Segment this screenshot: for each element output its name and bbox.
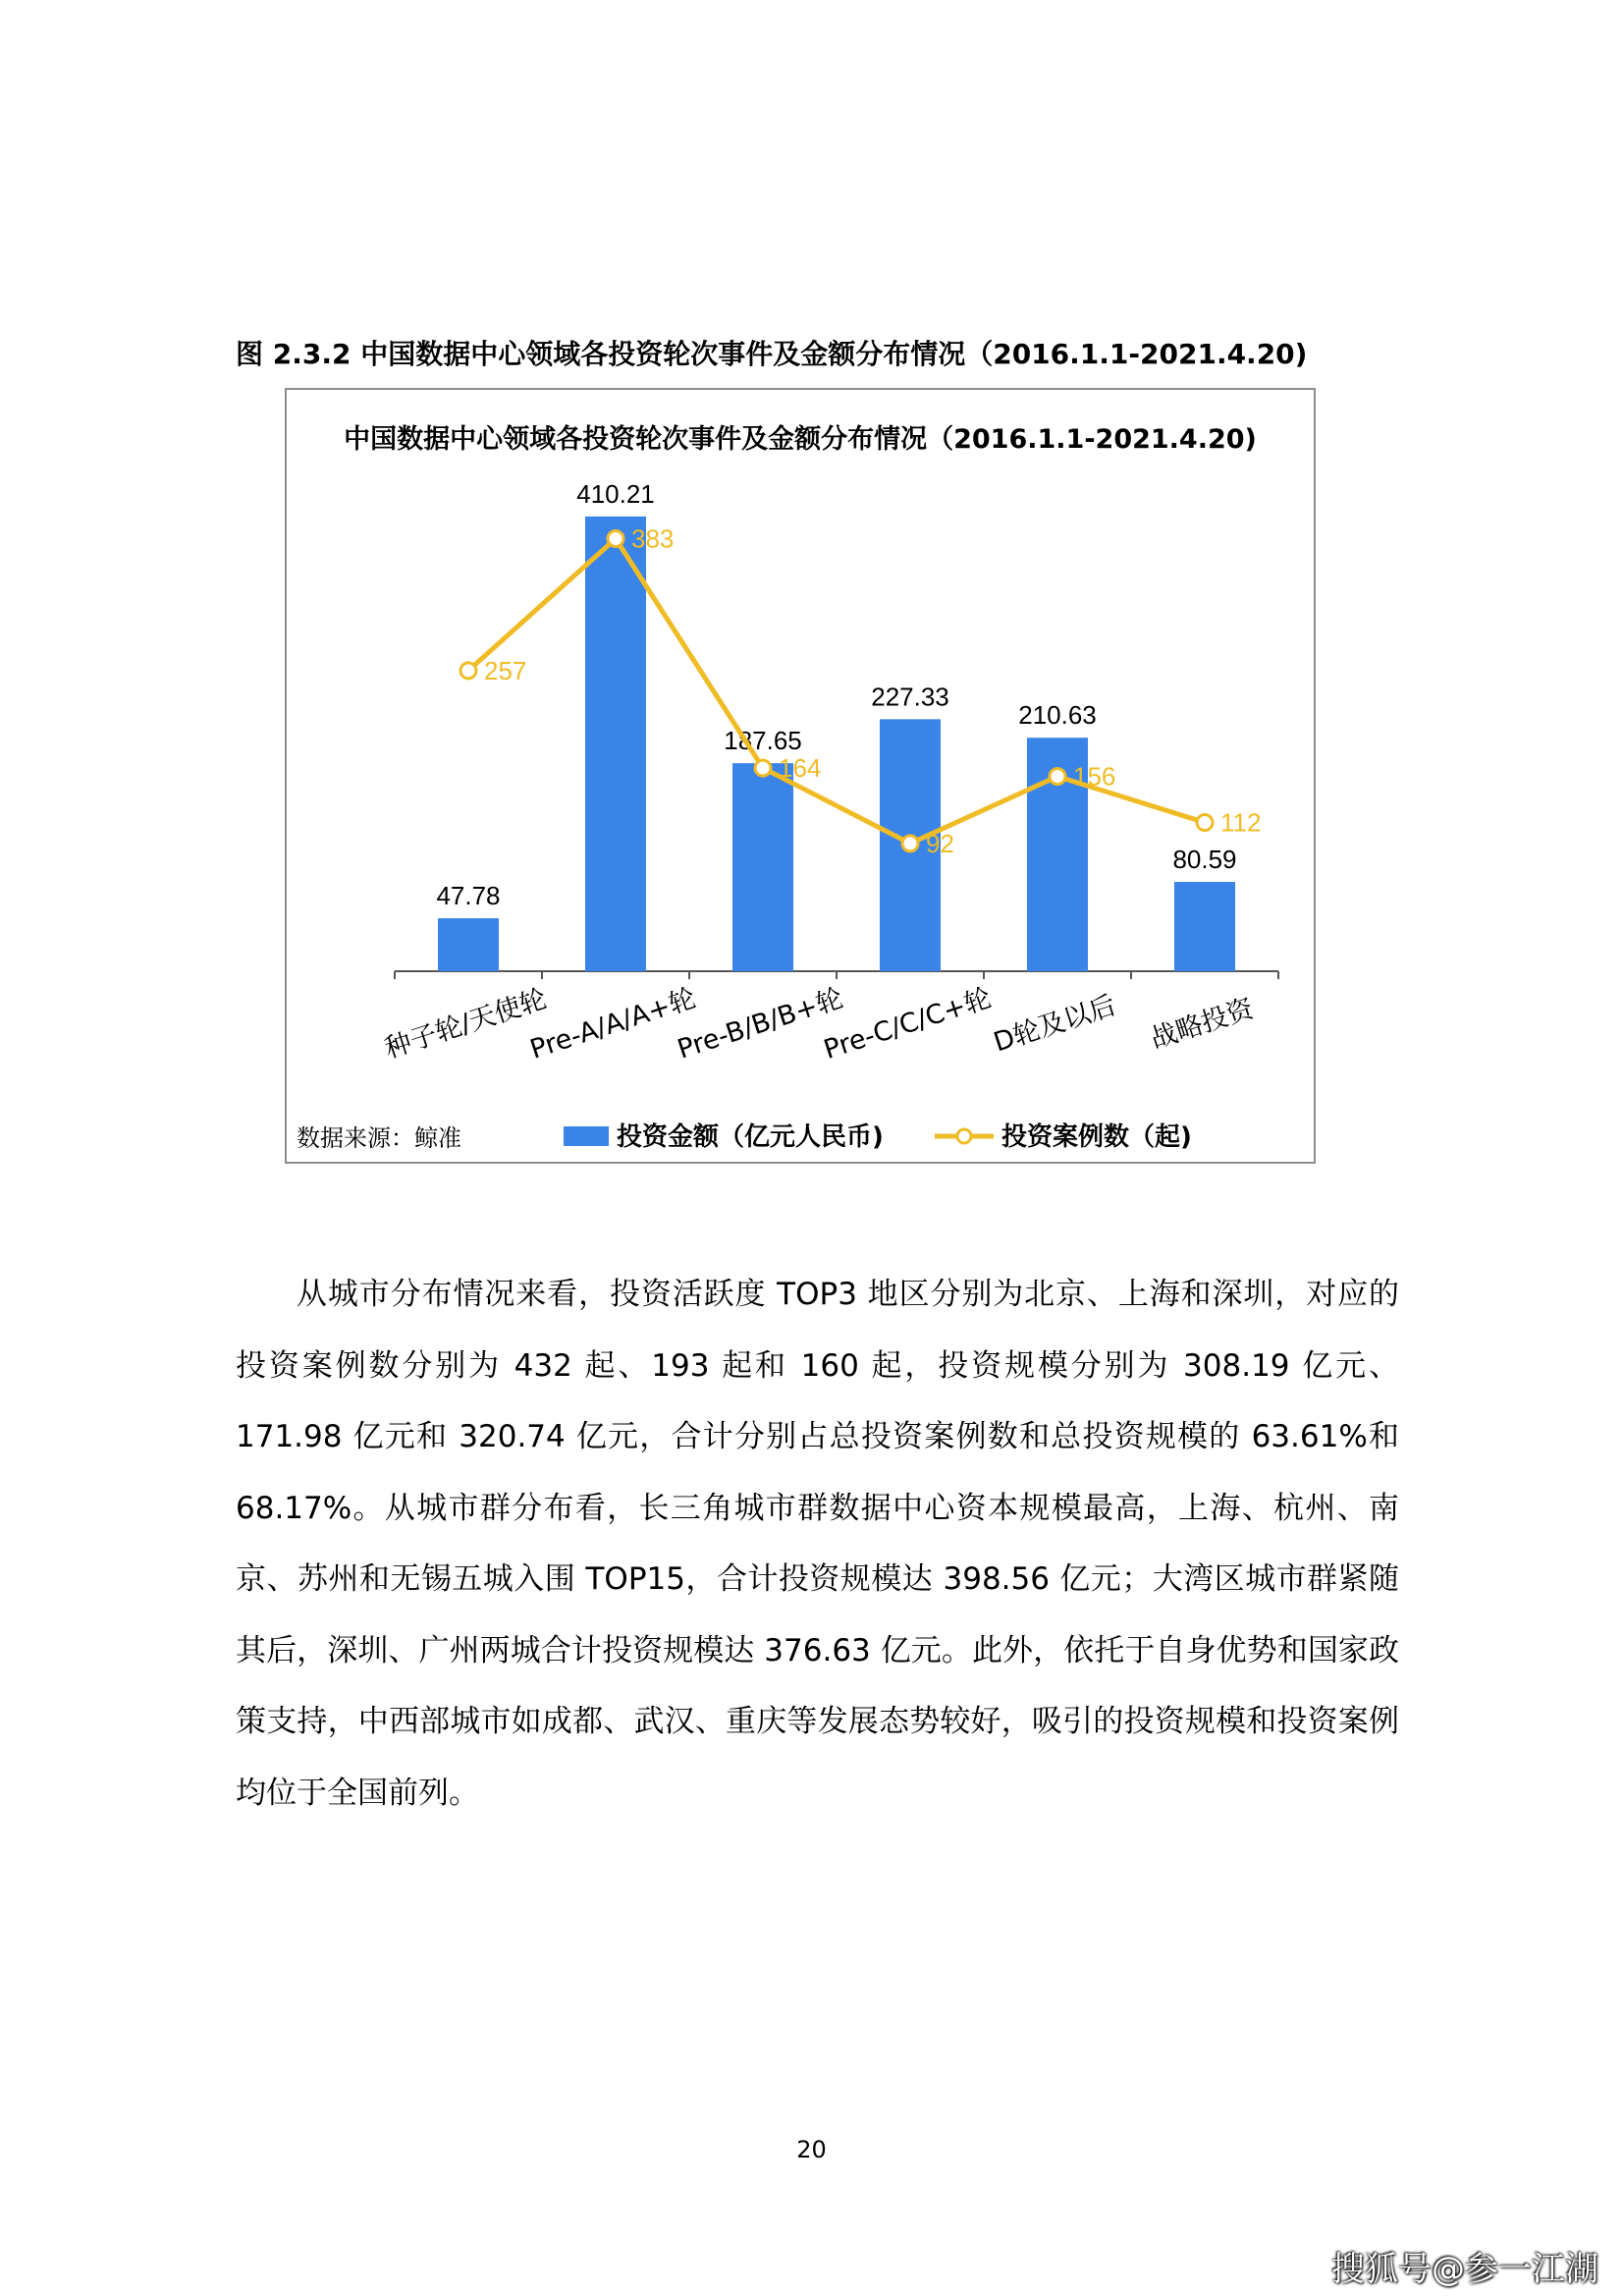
x-category-label: Pre-C/C/C+轮 (820, 982, 996, 1066)
figure-caption: 图 2.3.2 中国数据中心领域各投资轮次事件及金额分布情况（2016.1.1-2021.4.20) (236, 338, 1308, 370)
bar-value-label: 80.59 (1172, 845, 1237, 875)
source-note: 数据来源：鲸准 (297, 1124, 461, 1152)
x-category-label: Pre-B/B/B+轮 (674, 983, 847, 1066)
bar-value-label: 210.63 (1018, 700, 1097, 731)
bar-value-label: 187.65 (724, 726, 802, 756)
chart-legend (287, 1117, 1314, 1156)
chart-plot (287, 390, 1314, 1117)
bar-0 (438, 918, 499, 971)
bar-value-label: 410.21 (576, 478, 655, 509)
bar-2 (732, 763, 793, 971)
line-value-label: 383 (631, 523, 675, 554)
line-value-label: 92 (926, 828, 954, 858)
line-value-label: 164 (779, 753, 822, 784)
legend-bar-label: 投资金额（亿元人民币) (617, 1122, 884, 1152)
bar-1 (585, 517, 646, 971)
line-value-label: 156 (1073, 761, 1116, 792)
line-point-5 (1197, 815, 1213, 831)
line-point-1 (608, 530, 623, 546)
body-paragraph: 从城市分布情况来看，投资活跃度 TOP3 地区分别为北京、上海和深圳，对应的投资案例数分别为 432 起、193 起和 160 起，投资规模分别为 308.19 亿元、171.98 亿元和 320.74 亿元，合计分别占总投资案例数和总投资规模的 63.61%和 68.17%。从城市群分布看，长三角城市群数据中心资本规模最高，上海、杭州、南京、苏州和无锡五城入围 TOP15，合计投资规模达 398.56 亿元；大湾区城市群紧随其后，深圳、广州两城合计投资规模达 376.63 亿元。此外，依托于自身优势和国家政策支持，中西部城市如成都、武汉、重庆等发展态势较好，吸引的投资规模和投资案例均位于全国前列。 (236, 1277, 1399, 1811)
line-point-2 (755, 760, 771, 776)
line-series-path (468, 538, 1205, 843)
x-category-label: 战略投资 (1147, 993, 1258, 1056)
line-value-label: 257 (484, 655, 527, 685)
line-value-label: 112 (1220, 807, 1262, 838)
page-number: 20 (796, 2136, 827, 2163)
bar-value-label: 227.33 (871, 682, 949, 712)
line-point-3 (902, 836, 918, 851)
line-point-0 (460, 663, 476, 679)
bar-value-label: 47.78 (436, 881, 501, 911)
legend-line-label: 投资案例数（起) (1001, 1122, 1192, 1152)
watermark: 搜狐号@参一江湖 (1331, 2250, 1598, 2289)
chart-container (285, 388, 1316, 1164)
x-category-label: Pre-A/A/A+轮 (526, 983, 700, 1066)
x-category-label: 种子轮/天使轮 (381, 983, 551, 1066)
body-paragraph-block (236, 1259, 1399, 1829)
x-category-label: D轮及以后 (990, 990, 1120, 1059)
chart-title: 中国数据中心领域各投资轮次事件及金额分布情况（2016.1.1-2021.4.20) (344, 424, 1257, 455)
legend-line-swatch (935, 1122, 994, 1150)
line-point-4 (1050, 769, 1065, 785)
bar-5 (1174, 882, 1235, 971)
legend-bar-swatch (564, 1126, 609, 1146)
